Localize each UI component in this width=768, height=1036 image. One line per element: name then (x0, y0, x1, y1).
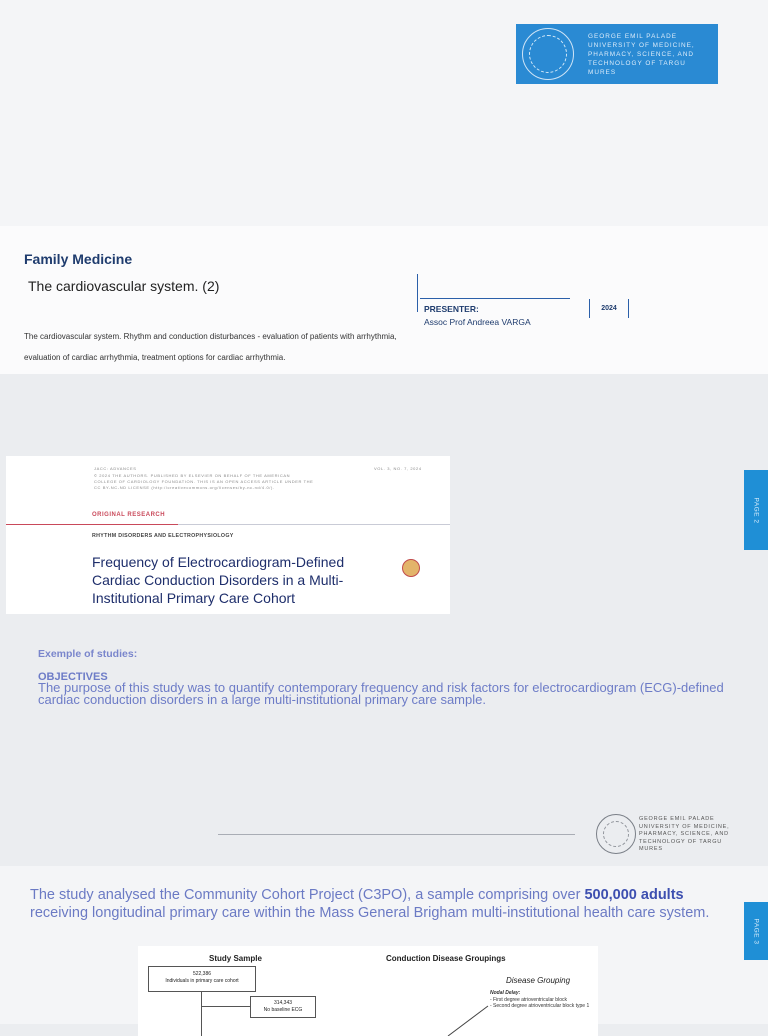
page-tab-label: PAGE 2 (752, 496, 760, 524)
course-description: The cardiovascular system. Rhythm and conduction disturbances - evaluation of patients with arrhythmia, evaluation of cardiac arrhythmia, treatment options for cardiac arrhythmia. (24, 332, 397, 362)
presenter-name: Assoc Prof Andreea VARGA (424, 317, 531, 327)
grouping-connector (438, 986, 498, 1036)
page-2-tab[interactable] (744, 470, 768, 550)
flow-box-count: 522,386 (192, 971, 212, 977)
page-3 (0, 866, 768, 1024)
university-seal-icon (522, 28, 574, 80)
presenter-label: PRESENTER: (424, 304, 479, 314)
studies-heading: Exemple of studies: (38, 648, 138, 660)
paper-section: RHYTHM DISORDERS AND ELECTROPHYSIOLOGY (92, 533, 234, 539)
paper-rule-accent (6, 524, 178, 525)
flow-connector (201, 1006, 250, 1007)
cover-body (0, 226, 768, 374)
figure-right-title: Conduction Disease Groupings (386, 954, 506, 963)
objectives-text: The purpose of this study was to quantify contemporary frequency and risk factors for electrocardiogram (ECG)-defined cardiac conduction disorders in a large multi-institutional primary care sample. (38, 680, 724, 707)
page-tab-label: PAGE 3 (752, 917, 760, 945)
study-intro-highlight: 500,000 adults (584, 887, 684, 903)
study-figure (138, 946, 598, 1036)
flow-box-label: Individuals in primary care cohort (165, 978, 239, 984)
footer-institution-name: GEORGE EMIL PALADE UNIVERSITY OF MEDICINE, PHARMACY, SCIENCE, AND TECHNOLOGY OF TARGU MURES (639, 816, 730, 852)
paper-rule (178, 524, 450, 525)
journal-volume: VOL. 3, NO. 7, 2024 (374, 466, 422, 471)
disease-grouping-title: Disease Grouping (506, 976, 571, 985)
objectives-label: OBJECTIVES (38, 671, 108, 683)
paper-title: Frequency of Electrocardiogram-Defined Cardiac Conduction Disorders in a Multi-Institutional Primary Care Cohort (92, 554, 345, 606)
footer-seal-icon (596, 814, 636, 854)
study-intro (30, 886, 720, 922)
flow-box-count: 314,343 (273, 1000, 293, 1006)
flow-box-excluded (250, 996, 316, 1018)
presenter-rule (420, 298, 570, 299)
year-label: 2024 (589, 299, 629, 318)
course-subtitle: The cardiovascular system. (2) (28, 278, 220, 294)
cover-header (0, 0, 768, 226)
course-title: Family Medicine (24, 251, 133, 267)
institution-name: GEORGE EMIL PALADE UNIVERSITY OF MEDICINE, PHARMACY, SCIENCE, AND TECHNOLOGY OF TARGU MURES (588, 32, 695, 76)
journal-copyright: © 2024 THE AUTHORS. PUBLISHED BY ELSEVIER ON BEHALF OF THE AMERICAN COLLEGE OF CARDIOLOGY FOUNDATION. THIS IS AN OPEN ACCESS ARTICLE UNDER THE CC BY-NC-ND LICENSE (http://creativecommons.org/licenses/by-nc-nd/4.0/). (94, 473, 314, 490)
page-2 (0, 374, 768, 864)
flow-connector (201, 992, 202, 1036)
page-3-tab[interactable] (744, 902, 768, 960)
presenter-divider (417, 274, 418, 312)
figure-left-title: Study Sample (209, 954, 262, 963)
flow-box-label: No baseline ECG (263, 1007, 303, 1013)
crossmark-icon (402, 559, 420, 577)
nodal-delay-item: - Second degree atrioventricular block type 1 (490, 1003, 590, 1009)
nodal-delay-item: - First degree atrioventricular block (490, 996, 567, 1003)
institution-logo (516, 24, 718, 84)
study-intro-start: The study analysed the Community Cohort Project (C3PO), a sample comprising over (30, 887, 585, 903)
flow-box-cohort (148, 966, 256, 992)
nodal-delay-heading: Nodal Delay: (490, 990, 521, 996)
journal-name: JACC: ADVANCES (94, 466, 137, 471)
paper-type: ORIGINAL RESEARCH (92, 512, 166, 518)
study-intro-end: receiving longitudinal primary care within the Mass General Brigham multi-institutional health care system. (30, 905, 710, 921)
paper-header-image (6, 456, 450, 614)
footer-rule (218, 834, 575, 835)
nodal-delay-list (490, 990, 594, 1010)
